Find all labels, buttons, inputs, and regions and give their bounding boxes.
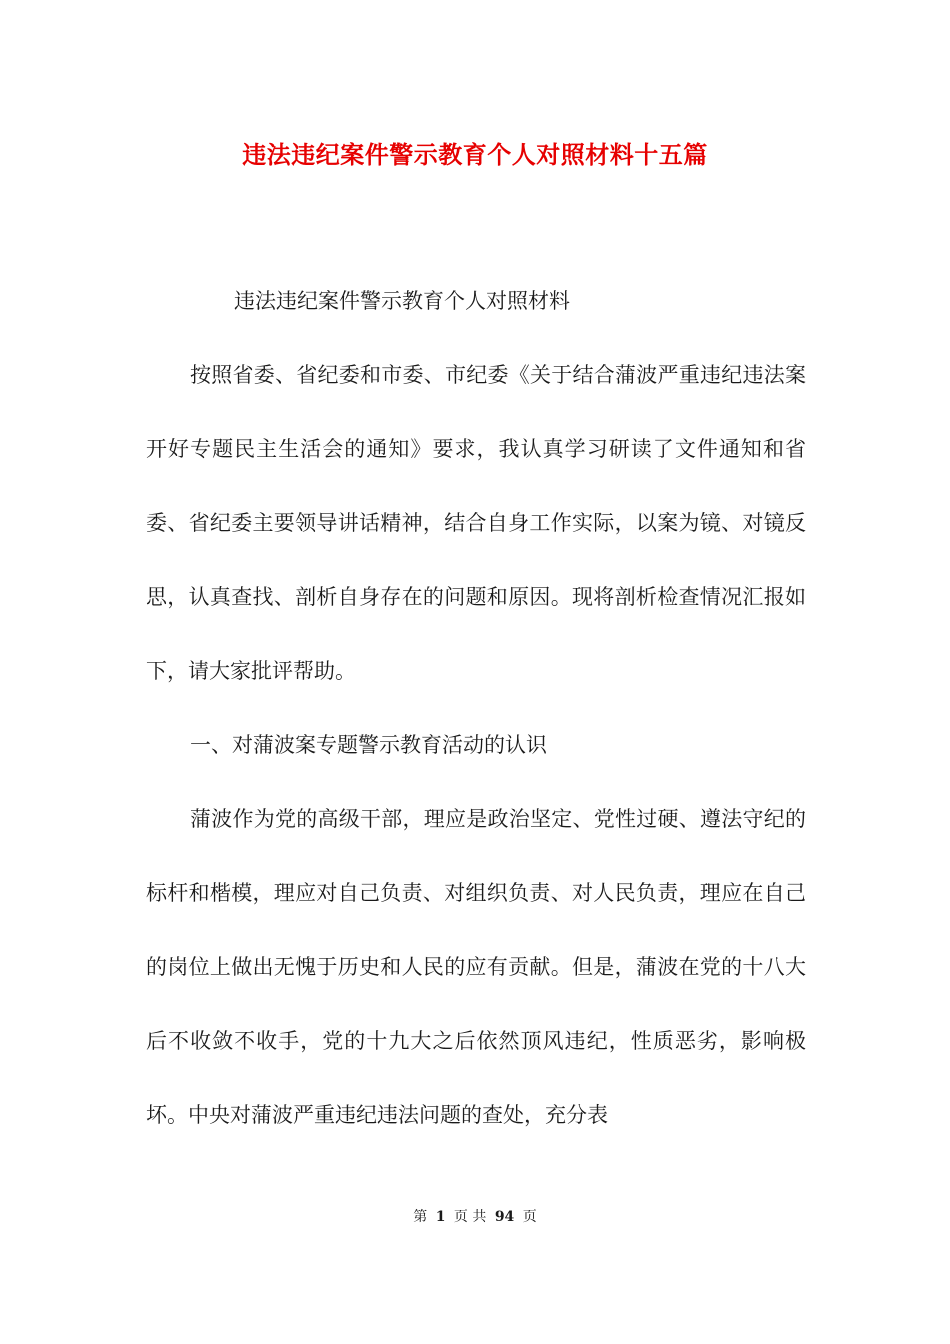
footer-total-pages: 94 bbox=[494, 1209, 515, 1225]
document-title: 违法违纪案件警示教育个人对照材料十五篇 bbox=[242, 140, 708, 169]
page-footer bbox=[0, 1205, 950, 1229]
section-heading-1: 一、对蒲波案专题警示教育活动的认识 bbox=[190, 733, 547, 757]
paragraph-section-1: 蒲波作为党的高级干部，理应是政治坚定、党性过硬、遵法守纪的标杆和楷模，理应对自己负责、对组织负责、对人民负责，理应在自己的岗位上做出无愧于历史和人民的应有贡献。但是，蒲波在党的十八大后不收敛不收手，党的十九大之后依然顶风违纪，性质恶劣，影响极坏。中央对蒲波严重违纪违法问题的查处，充分表 bbox=[146, 807, 806, 1127]
footer-page-number: 1 bbox=[435, 1209, 446, 1225]
footer-prefix: 第 bbox=[413, 1209, 428, 1225]
footer-suffix: 页 bbox=[522, 1209, 537, 1225]
paragraph-intro: 按照省委、省纪委和市委、市纪委《关于结合蒲波严重违纪违法案开好专题民主生活会的通知》要求，我认真学习研读了文件通知和省委、省纪委主要领导讲话精神，结合自身工作实际，以案为镜、对镜反思，认真查找、剖析自身存在的问题和原因。现将剖析检查情况汇报如下，请大家批评帮助。 bbox=[146, 363, 806, 683]
document-subtitle: 违法违纪案件警示教育个人对照材料 bbox=[234, 289, 570, 313]
footer-middle: 页 共 bbox=[453, 1209, 487, 1225]
document-body bbox=[146, 264, 806, 1152]
